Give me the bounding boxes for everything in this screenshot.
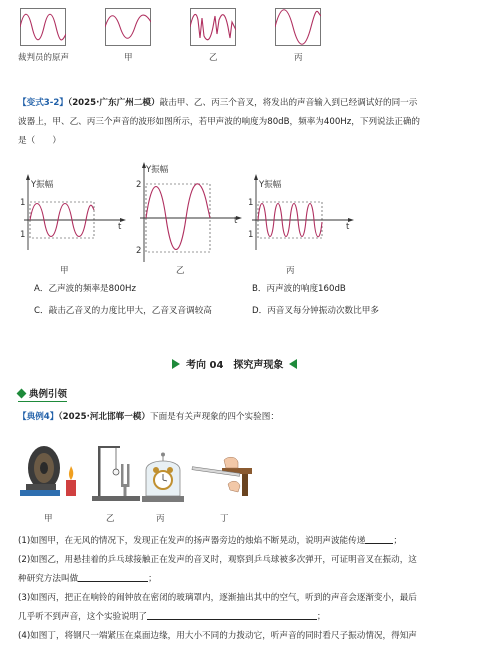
example-label: 【典例4】 (18, 412, 59, 422)
waveform-yi (190, 8, 236, 46)
example-question (18, 408, 279, 427)
waveform-bing (275, 8, 321, 46)
answer-blank-3[interactable] (147, 610, 317, 620)
graph-jia-xlabel: t (118, 222, 122, 232)
apparatus-caption-yi: 乙 (106, 514, 115, 524)
graph-jia-tick-bottom: 1 (20, 230, 26, 240)
answer-blank-1[interactable] (365, 534, 393, 544)
bell-jar-clock-illustration (142, 452, 184, 504)
caption-jia: 甲 (124, 53, 133, 63)
tuning-fork-ball-illustration (88, 440, 144, 502)
question-3-line1: (3)如图丙，把正在响铃的闹钟放在密闭的玻璃罩内，逐渐抽出其中的空气，听到的声音会逐渐变小，最后 (18, 593, 417, 603)
option-c: C．敲击乙音叉的力度比甲大，乙音叉音调较高 (34, 306, 212, 316)
arrow-right-icon (172, 359, 180, 369)
apparatus-caption-jia: 甲 (44, 514, 53, 524)
graph-yi-xlabel: t (234, 216, 238, 226)
graph-yi-svg (134, 160, 244, 264)
question-3-line2: 几乎听不到声音，这个实验说明了 ； (18, 612, 326, 622)
graph-yi-tick-top: 2 (136, 180, 142, 190)
ruler-table-illustration (188, 454, 252, 496)
section-heading (172, 356, 297, 371)
variant-question (18, 94, 478, 151)
graph-bing-tick-bottom: 1 (248, 230, 254, 240)
example-tag (18, 386, 67, 402)
example-tag-label: 典例引领 (29, 389, 68, 400)
caption-original-voice: 裁判员的原声 (18, 53, 70, 63)
graph-jia-tick-top: 1 (20, 198, 26, 208)
graph-bing-tick-top: 1 (248, 198, 254, 208)
option-a: A．乙声波的频率是800Hz (34, 284, 137, 294)
graph-jia-ylabel: Y振幅 (31, 180, 54, 190)
graph-yi-ylabel: Y振幅 (146, 165, 169, 175)
question-2-line2: 种研究方法叫做 ； (18, 574, 157, 584)
caption-bing: 丙 (294, 53, 303, 63)
graph-yi-caption: 乙 (176, 266, 185, 276)
example-text: 下面是有关声现象的四个实验图： (150, 412, 279, 422)
arrow-left-icon (289, 359, 297, 369)
caption-yi: 乙 (209, 53, 218, 63)
variant-text-line3: 是（ ） (18, 136, 61, 146)
apparatus-caption-ding: 丁 (220, 514, 229, 524)
graph-bing-ylabel: Y振幅 (259, 180, 282, 190)
variant-text-line2: 波器上，甲、乙、丙三个声音的波形如图所示，若甲声波的响度为80dB，频率为400Hz，下列说法正确的 (18, 117, 421, 127)
graph-yi-tick-bottom: 2 (136, 246, 142, 256)
graph-jia-caption: 甲 (60, 266, 69, 276)
speaker-candle-illustration (20, 440, 82, 498)
variant-text-line1: 敲击甲、乙、丙三个音叉，将发出的声音输入到已经调试好的同一示 (159, 98, 418, 108)
diamond-icon (17, 388, 27, 398)
answer-blank-2[interactable] (78, 572, 148, 582)
apparatus-caption-bing: 丙 (156, 514, 165, 524)
example-source: （2025·河北邯郸一模） (58, 412, 150, 422)
question-2-line1: (2)如图乙，用悬挂着的乒乓球接触正在发声的音叉时，观察到乒乓球被多次弹开，可证明音叉在振动，这 (18, 555, 417, 565)
option-b: B．丙声波的响度160dB (252, 284, 346, 294)
option-d: D．丙音叉每分钟振动次数比甲多 (252, 306, 379, 316)
question-1: (1)如图甲，在无风的情况下，发现正在发声的扬声器旁边的烛焰不断晃动，说明声波能传递 ； (18, 536, 402, 546)
waveform-original-voice (20, 8, 66, 46)
section-title: 考向 04 探究声现象 (186, 360, 284, 371)
sub-questions (18, 532, 480, 646)
graph-bing-caption: 丙 (286, 266, 295, 276)
variant-source: （2025·广东广州二模） (67, 98, 160, 108)
question-4-line1: (4)如图丁，将钢尺一端紧压在桌面边缘，用大小不同的力拨动它，听声音的同时看尺子振动情况，得知声 (18, 631, 417, 641)
graph-bing-xlabel: t (346, 222, 350, 232)
variant-label: 【变式3-2】 (18, 98, 68, 108)
waveform-jia (105, 8, 151, 46)
